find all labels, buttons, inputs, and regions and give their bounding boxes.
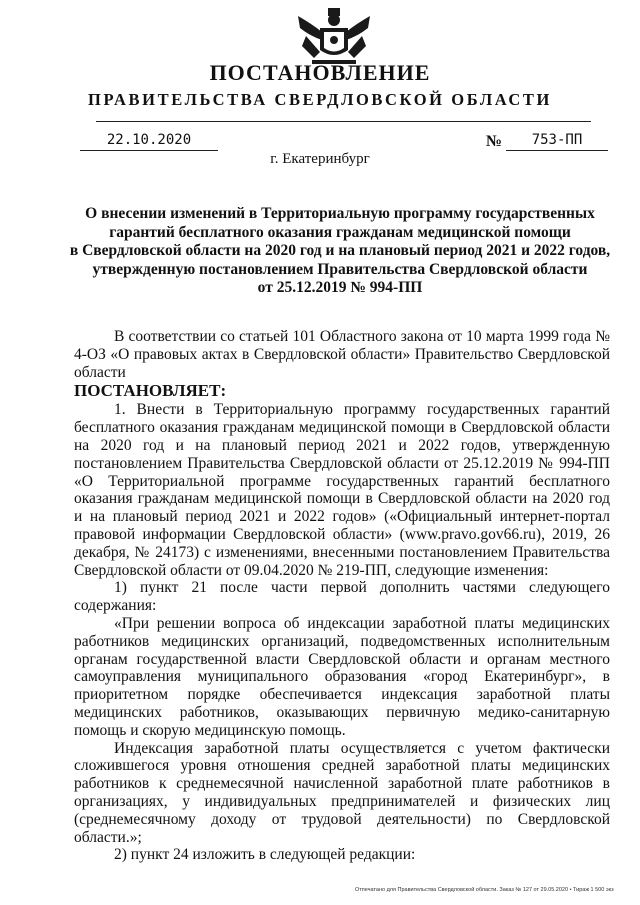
- coat-of-arms-emblem: [292, 6, 376, 68]
- document-heading: [60, 205, 620, 298]
- document-title: ПОСТАНОВЛЕНИЕ: [209, 60, 431, 85]
- document-number: 753-ПП: [506, 132, 608, 151]
- document-date: 22.10.2020: [80, 132, 218, 151]
- document-issuer: ПРАВИТЕЛЬСТВА СВЕРДЛОВСКОЙ ОБЛАСТИ: [88, 90, 552, 109]
- heading-line: О внесении изменений в Территориальную программу государственных: [85, 205, 595, 222]
- document-body: [74, 328, 610, 864]
- heading-line: в Свердловской области на 2020 год и на плановый период 2021 и 2022 годов,: [69, 242, 611, 259]
- paragraph-quote-1: «При решении вопроса об индексации заработной платы медицинских работников медицинских организаций, подведомственных исполнительным органам государственной власти Свердловской области и органам местного самоуправления муниципального образования «город Екатеринбург», в приоритетном порядке обеспечивается индексация заработной платы медицинских работников, оказывающих первичную медико-санитарную помощь и скорую медицинскую помощь.: [74, 614, 610, 739]
- heading-line: утвержденную постановлением Правительства Свердловской области: [92, 260, 588, 278]
- city-name: г. Екатеринбург: [270, 151, 370, 167]
- paragraph-preamble: В соответствии со статьей 101 Областного закона от 10 марта 1999 года № 4-ОЗ «О правовых актах в Свердловской области» Правительство Свердловской области: [74, 328, 610, 381]
- paragraph-subitem-2: 2) пункт 24 изложить в следующей редакции:: [114, 846, 416, 864]
- paragraph-item-1: 1. Внести в Территориальную программу государственных гарантий бесплатного оказания гражданам медицинской помощи в Свердловской области на 2020 год и на плановый период 2021 и 2022 годов, утвержденную постановлением Правительства Свердловской области от 25.12.2019 № 994-ПП «О Территориальной программе государственных гарантий бесплатного оказания гражданам медицинской помощи в Свердловской области на 2020 год и на плановый период 2021 и 2022 годов» («Официальный интернет-портал правовой информации Свердловской области» (www.pravo.gov66.ru), 2019, 26 декабря, № 24173) с изменениями, внесенными постановлением Правительства Свердловской области от 09.04.2020 № 219-ПП, следующие изменения:: [74, 401, 610, 579]
- print-imprint: Отпечатано для Правительства Свердловской области. Заказ № 127 от 29.05.2020 • Тираж 1 500 экз: [355, 887, 614, 893]
- heading-line: гарантий бесплатного оказания гражданам медицинской помощи: [109, 223, 571, 241]
- resolution-keyword: ПОСТАНОВЛЯЕТ:: [74, 381, 227, 401]
- paragraph-quote-2: Индексация заработной платы осуществляется с учетом фактически сложившегося уровня отношения средней заработной платы медицинских работников к среднемесячной начисленной заработной плате работников в организациях, у индивидуальных предпринимателей и физических лиц (среднемесячному доходу от трудовой деятельности) по Свердловской области.»;: [74, 739, 610, 846]
- heading-line: от 25.12.2019 № 994-ПП: [257, 279, 423, 296]
- number-label: №: [486, 133, 503, 150]
- paragraph-subitem-1: 1) пункт 21 после части первой дополнить частями следующего содержания:: [74, 579, 610, 615]
- header-divider: [96, 121, 591, 122]
